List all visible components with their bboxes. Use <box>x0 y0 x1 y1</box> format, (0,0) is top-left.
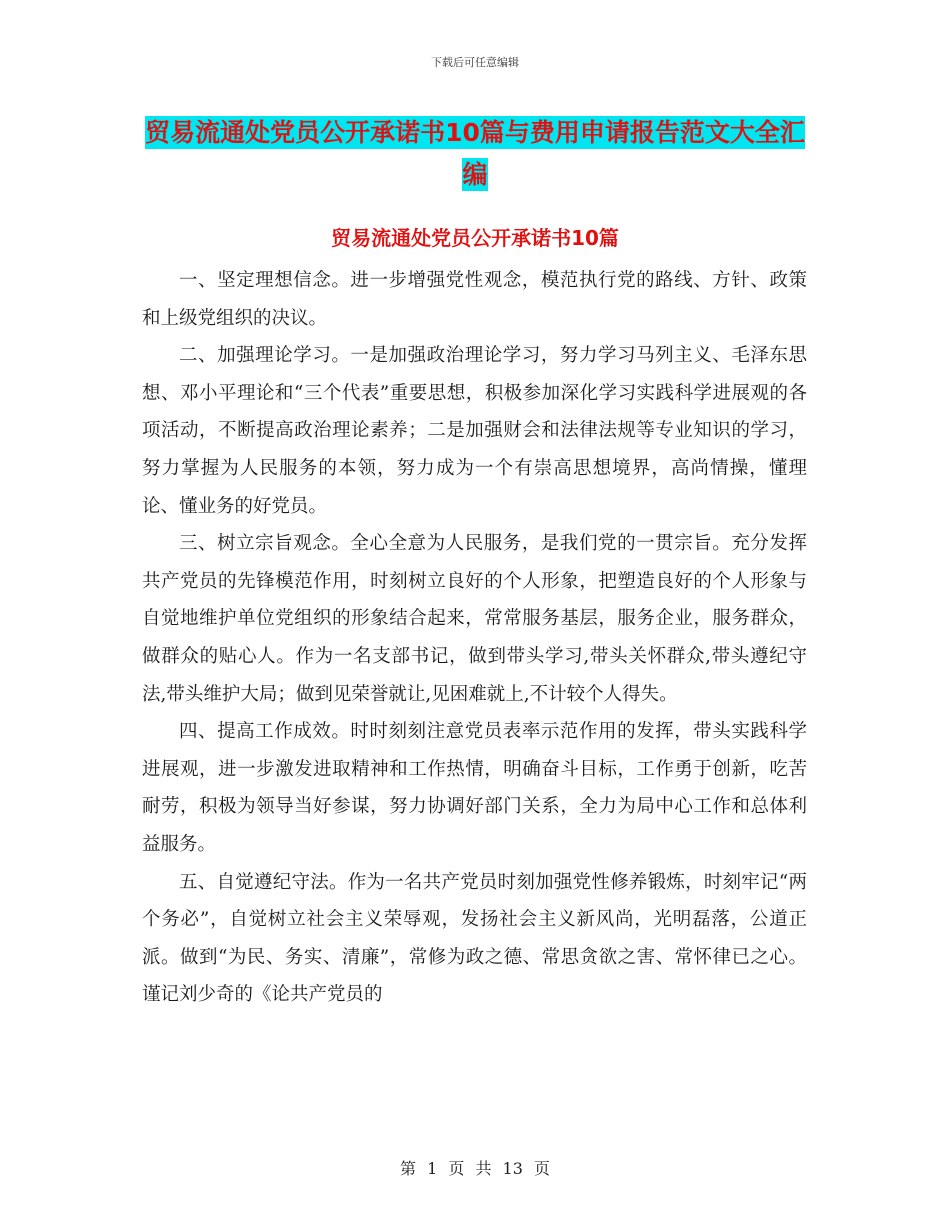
paragraph: 一、坚定理想信念。进一步增强党性观念，模范执行党的路线、方针、政策和上级党组织的决议。 <box>142 270 807 329</box>
paragraph: 五、自觉遵纪守法。作为一名共产党员时刻加强党性修养锻炼，时刻牢记“两个务必”，自觉树立社会主义荣辱观，发扬社会主义新风尚，光明磊落，公道正派。做到“为民、务实、清廉”，常修为政之德、常思贪欲之害、常怀律已之心。谨记刘少奇的《论共产党员的 <box>142 871 807 1006</box>
page-number: 第 1 页 共 13 页 <box>400 1159 550 1178</box>
section-title: 贸易流通处党员公开承诺书10篇 <box>331 226 619 250</box>
paragraph: 三、树立宗旨观念。全心全意为人民服务，是我们党的一贯宗旨。充分发挥共产党员的先锋模范作用，时刻树立良好的个人形象，把塑造良好的个人形象与自觉地维护单位党组织的形象结合起来，常常服务基层，服务企业，服务群众，做群众的贴心人。作为一名支部书记，做到带头学习,带头关怀群众,带头遵纪守法,带头维护大局；做到见荣誉就让,见困难就上,不计较个人得失。 <box>142 533 807 705</box>
paragraph: 四、提高工作成效。时时刻刻注意党员表率示范作用的发挥，带头实践科学进展观，进一步激发进取精神和工作热情，明确奋斗目标，工作勇于创新，吃苦耐劳，积极为领导当好参谋，努力协调好部门关系，全力为局中心工作和总体利益服务。 <box>142 721 807 855</box>
document-title-text: 贸易流通处党员公开承诺书10篇与费用申请报告范文大全汇编 <box>145 118 805 189</box>
document-body <box>142 262 807 1014</box>
paragraph: 二、加强理论学习。一是加强政治理论学习，努力学习马列主义、毛泽东思想、邓小平理论和“三个代表”重要思想，积极参加深化学习实践科学进展观的各项活动，不断提高政治理论素养；二是加强财会和法律法规等专业知识的学习，努力掌握为人民服务的本领，努力成为一个有崇高思想境界，高尚情操，懂理论、懂业务的好党员。 <box>142 345 807 517</box>
header-note: 下载后可任意编辑 <box>431 56 519 69</box>
document-title <box>145 112 805 196</box>
